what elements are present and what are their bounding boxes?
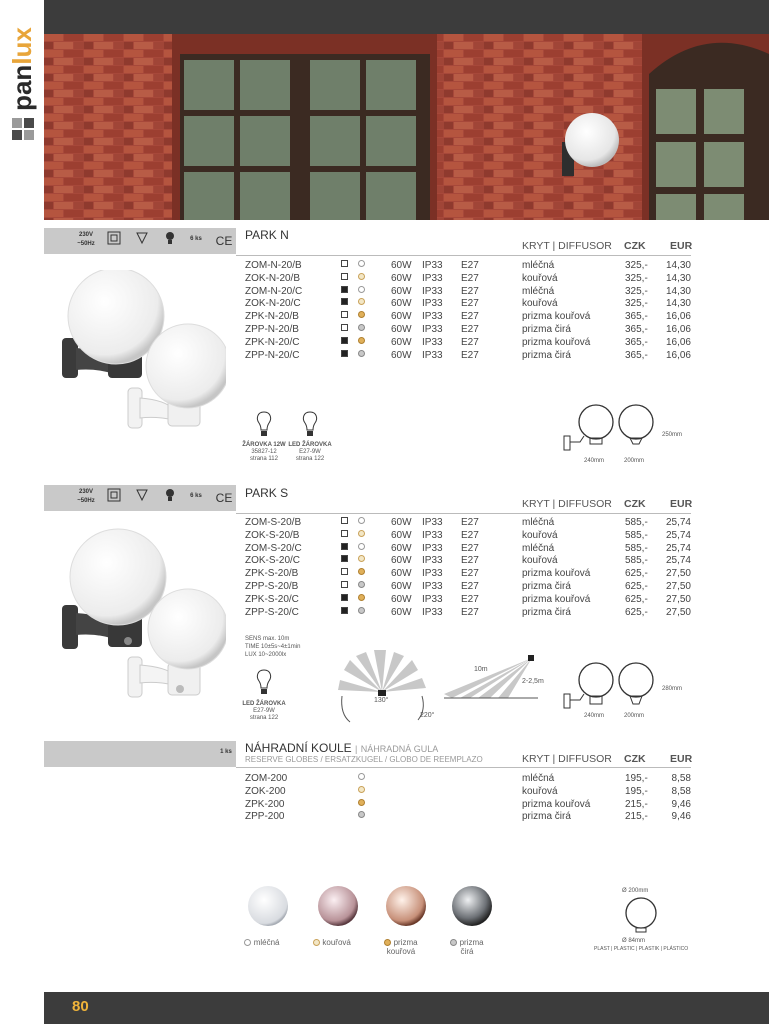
price-czk: 365,-	[625, 324, 648, 335]
ip-rating: IP33	[422, 529, 443, 541]
park-s-row	[245, 594, 705, 606]
voltage-icon: 230V ~50Hz	[77, 489, 95, 504]
price-czk: 365,-	[625, 349, 648, 361]
product-code: ZPP-N-20/C	[245, 349, 300, 361]
product-code: ZPP-N-20/B	[245, 324, 299, 335]
wattage: 60W	[391, 336, 412, 348]
price-eur: 16,06	[665, 324, 691, 335]
price-czk: 585,-	[625, 555, 648, 567]
product-code: ZPP-200	[245, 811, 285, 823]
logo-squares-icon	[12, 118, 34, 140]
price-eur: 8,58	[671, 785, 691, 797]
hero-photo	[44, 34, 769, 220]
price-eur: 25,74	[665, 529, 691, 541]
product-code: ZOM-S-20/B	[245, 517, 302, 528]
park-s-title: PARK S	[245, 486, 289, 500]
bulb1-sub1: 35827-12	[251, 449, 277, 455]
socket: E27	[461, 542, 479, 554]
price-eur: 16,06	[665, 336, 691, 348]
park-s-header-czk: CZK	[624, 498, 646, 510]
class-ii-icon	[106, 231, 122, 251]
socket: E27	[461, 568, 479, 580]
sensor-range-diagram	[442, 654, 542, 700]
price-czk: 195,-	[625, 785, 648, 797]
diffuser-name: kouřová	[522, 272, 558, 284]
wattage: 60W	[391, 272, 412, 284]
bulb2-sub1: E27-9W	[299, 449, 321, 455]
price-eur: 25,74	[665, 555, 691, 567]
wattage: 60W	[391, 555, 412, 567]
diffuser-name: prizma kouřová	[522, 336, 591, 348]
spare-header-kryt: KRYT | DIFFUSOR	[522, 753, 612, 765]
park-s-divider	[236, 513, 691, 514]
park-s-row	[245, 543, 705, 555]
ip-rating: IP33	[422, 260, 443, 271]
park-n-row	[245, 350, 705, 362]
diffuser-name: prizma čirá	[522, 606, 571, 618]
top-bar	[44, 0, 769, 34]
park-n-row	[245, 324, 705, 336]
bottom-bar	[44, 992, 769, 1024]
sensor-range-10m: 10m	[474, 666, 488, 673]
socket: E27	[461, 606, 479, 618]
product-code: ZOK-S-20/C	[245, 555, 301, 567]
park-n-header-kryt: KRYT | DIFFUSOR	[522, 240, 612, 252]
park-n-row	[245, 298, 705, 310]
socket: E27	[461, 324, 479, 335]
price-czk: 215,-	[625, 798, 648, 810]
diffuser-name: kouřová	[522, 555, 558, 567]
wattage: 60W	[391, 542, 412, 554]
bulb2-sub2: strana 122	[295, 456, 325, 462]
socket: E27	[461, 272, 479, 284]
price-czk: 585,-	[625, 542, 648, 554]
park-n-dim-d: 200mm	[624, 458, 645, 464]
park-s-icon-strip	[44, 485, 236, 511]
park-s-lamp-image	[56, 525, 226, 705]
price-eur: 25,74	[665, 517, 691, 528]
wattage: 60W	[391, 593, 412, 605]
bulb-icon	[254, 410, 274, 440]
socket: E27	[461, 336, 479, 348]
ip-rating: IP33	[422, 542, 443, 554]
diffuser-name: kouřová	[522, 298, 558, 310]
park-s-row	[245, 581, 705, 593]
class-ii-icon	[106, 488, 122, 508]
voltage-icon: 230V ~50Hz	[77, 232, 95, 247]
spare-row	[245, 786, 705, 798]
park-n-dim-w: 240mm	[584, 458, 605, 464]
price-czk: 195,-	[625, 773, 648, 784]
led-bulb-icon	[300, 410, 320, 440]
price-czk: 625,-	[625, 606, 648, 618]
park-n-row	[245, 286, 705, 298]
diffuser-name: prizma čirá	[522, 811, 571, 823]
park-n-divider	[236, 255, 691, 256]
product-code: ZPK-S-20/C	[245, 593, 299, 605]
price-eur: 27,50	[665, 581, 691, 592]
socket: E27	[461, 349, 479, 361]
product-code: ZPK-S-20/B	[245, 568, 299, 580]
wattage: 60W	[391, 285, 412, 297]
price-eur: 16,06	[665, 349, 691, 361]
park-s-dim-w: 240mm	[584, 713, 605, 719]
diffuser-name: prizma kouřová	[522, 593, 591, 605]
wattage: 60W	[391, 529, 412, 541]
wattage: 60W	[391, 298, 412, 310]
socket: E27	[461, 298, 479, 310]
park-n-header-czk: CZK	[624, 240, 646, 252]
price-eur: 16,06	[665, 311, 691, 323]
diffuser-name: prizma kouřová	[522, 568, 591, 580]
socket: E27	[461, 285, 479, 297]
product-code: ZOK-200	[245, 785, 286, 797]
ce-mark-icon: CE	[215, 234, 233, 248]
price-czk: 325,-	[625, 272, 648, 284]
logo-text: panlux	[7, 27, 37, 111]
led-bulb-sub2: strana 122	[249, 715, 279, 721]
price-czk: 365,-	[625, 336, 648, 348]
product-code: ZOM-N-20/C	[245, 285, 303, 297]
park-n-row	[245, 337, 705, 349]
product-code: ZPK-N-20/C	[245, 336, 300, 348]
wattage: 60W	[391, 311, 412, 323]
price-eur: 14,30	[665, 260, 691, 271]
spare-row	[245, 799, 705, 811]
diffuser-name: prizma kouřová	[522, 798, 591, 810]
wattage: 60W	[391, 517, 412, 528]
diffuser-name: kouřová	[522, 785, 558, 797]
socket: E27	[461, 555, 479, 567]
diffuser-name: prizma čirá	[522, 324, 571, 335]
park-s-row	[245, 530, 705, 542]
sensor-range: SENS max. 10m	[245, 636, 290, 642]
price-eur: 14,30	[665, 272, 691, 284]
price-czk: 585,-	[625, 529, 648, 541]
price-eur: 9,46	[671, 811, 691, 823]
diffuser-name: mléčná	[522, 517, 555, 528]
product-code: ZOM-200	[245, 773, 288, 784]
ip-rating: IP33	[422, 349, 443, 361]
price-czk: 325,-	[625, 260, 648, 271]
spare-subtitle: RESERVE GLOBES / ERSATZKUGEL / GLOBO DE REEMPLAZO	[245, 755, 483, 764]
socket: E27	[461, 517, 479, 528]
pack-quantity: 1 ks	[220, 749, 232, 755]
product-code: ZOK-S-20/B	[245, 529, 300, 541]
ce-mark-icon: CE	[215, 491, 233, 505]
price-czk: 625,-	[625, 581, 648, 592]
ip-rating: IP33	[422, 311, 443, 323]
socket: E27	[461, 581, 479, 592]
park-n-dim-h: 250mm	[662, 432, 683, 438]
park-s-row	[245, 607, 705, 619]
wattage: 60W	[391, 581, 412, 592]
park-s-dim-d: 200mm	[624, 713, 645, 719]
wattage: 60W	[391, 568, 412, 580]
wattage: 60W	[391, 260, 412, 271]
price-eur: 25,74	[665, 542, 691, 554]
park-s-dim-h: 280mm	[662, 686, 683, 692]
product-code: ZOK-N-20/B	[245, 272, 301, 284]
sensor-height: 2-2,5m	[522, 678, 544, 685]
ip-rating: IP33	[422, 568, 443, 580]
globe-material: PLAST | PLASTIC | PLASTIK | PLÁSTICO	[594, 946, 689, 952]
price-czk: 625,-	[625, 593, 648, 605]
wattage: 60W	[391, 606, 412, 618]
ip-rating: IP33	[422, 581, 443, 592]
park-n-lamp-image	[56, 270, 226, 440]
price-czk: 215,-	[625, 811, 648, 823]
price-eur: 27,50	[665, 606, 691, 618]
product-code: ZPK-200	[245, 798, 285, 810]
led-bulb-label: LED ŽÁROVKA	[242, 701, 286, 707]
park-s-header-kryt: KRYT | DIFFUSOR	[522, 498, 612, 510]
ip-rating: IP33	[422, 272, 443, 284]
sensor-time: TIME 10±5s~4±1min	[245, 644, 301, 650]
price-czk: 325,-	[625, 298, 648, 310]
globe-legend-prism-smoky: prizma kouřová	[376, 938, 426, 956]
price-eur: 8,58	[671, 773, 691, 784]
ip-rating: IP33	[422, 606, 443, 618]
globe-legend-milky: mléčná	[236, 938, 288, 947]
socket: E27	[461, 593, 479, 605]
spare-header-czk: CZK	[624, 753, 646, 765]
spare-title: NÁHRADNÍ KOULE | NÁHRADNÁ GULA	[245, 741, 439, 755]
spare-row	[245, 773, 705, 785]
globe-dim-bottom: Ø 84mm	[622, 938, 646, 944]
globe-legend-smoky: kouřová	[306, 938, 358, 947]
pack-quantity: 6 ks	[190, 493, 202, 499]
park-n-title: PARK N	[245, 228, 289, 242]
diffuser-name: prizma čirá	[522, 349, 571, 361]
park-n-row	[245, 260, 705, 272]
f-mark-icon	[134, 488, 150, 508]
diffuser-name: mléčná	[522, 260, 555, 271]
socket: E27	[461, 260, 479, 271]
globe-dimension-drawing	[622, 896, 662, 936]
ip-rating: IP33	[422, 285, 443, 297]
park-n-icon-strip	[44, 228, 236, 254]
price-eur: 27,50	[665, 593, 691, 605]
f-mark-icon	[134, 231, 150, 251]
product-code: ZPP-S-20/B	[245, 581, 299, 592]
price-eur: 14,30	[665, 285, 691, 297]
wattage: 60W	[391, 349, 412, 361]
globe-dim-top: Ø 200mm	[622, 888, 649, 894]
diffuser-name: mléčná	[522, 773, 555, 784]
socket: E27	[461, 311, 479, 323]
ip-rating: IP33	[422, 336, 443, 348]
park-n-header-eur: EUR	[670, 240, 693, 252]
diffuser-name: mléčná	[522, 285, 555, 297]
diffuser-name: prizma čirá	[522, 581, 571, 592]
ip-rating: IP33	[422, 324, 443, 335]
product-code: ZOM-S-20/C	[245, 542, 302, 554]
ip-rating: IP33	[422, 298, 443, 310]
globe-legend-prism-clear: prizma čirá	[442, 938, 492, 956]
park-s-row	[245, 568, 705, 580]
price-eur: 9,46	[671, 798, 691, 810]
spare-globes-images	[246, 884, 546, 934]
socket: E27	[461, 529, 479, 541]
spare-divider	[236, 767, 691, 768]
price-czk: 625,-	[625, 568, 648, 580]
park-s-row	[245, 555, 705, 567]
spare-header-eur: EUR	[670, 753, 693, 765]
price-eur: 27,50	[665, 568, 691, 580]
product-code: ZOM-N-20/B	[245, 260, 302, 271]
product-code: ZPK-N-20/B	[245, 311, 299, 323]
ip-rating: IP33	[422, 593, 443, 605]
park-n-row	[245, 311, 705, 323]
price-czk: 325,-	[625, 285, 648, 297]
diffuser-name: kouřová	[522, 529, 558, 541]
park-s-row	[245, 517, 705, 529]
diffuser-name: prizma kouřová	[522, 311, 591, 323]
park-n-dimension-drawing	[562, 402, 662, 462]
diffuser-name: mléčná	[522, 542, 555, 554]
bulb2-label: LED ŽÁROVKA	[288, 442, 332, 448]
product-code: ZPP-S-20/C	[245, 606, 299, 618]
ip-rating: IP33	[422, 555, 443, 567]
sensor-lux: LUX 10~2000lx	[245, 652, 287, 658]
sensor-angle-220: 220°	[420, 712, 435, 719]
product-code: ZOK-N-20/C	[245, 298, 301, 310]
brand-logo	[4, 6, 40, 136]
led-bulb-icon	[254, 668, 274, 698]
pack-quantity: 6 ks	[190, 236, 202, 242]
park-s-header-eur: EUR	[670, 498, 693, 510]
bulb1-label: ŽÁROVKA 12W	[242, 442, 286, 448]
price-czk: 365,-	[625, 311, 648, 323]
spare-icon-strip	[44, 741, 236, 767]
spare-row	[245, 811, 705, 823]
park-s-dimension-drawing	[562, 660, 662, 720]
price-czk: 585,-	[625, 517, 648, 528]
bulb1-sub2: strana 112	[250, 456, 278, 462]
ip-rating: IP33	[422, 517, 443, 528]
park-n-row	[245, 273, 705, 285]
price-eur: 14,30	[665, 298, 691, 310]
page-number: 80	[72, 998, 89, 1015]
led-bulb-sub1: E27-9W	[253, 708, 275, 714]
sidebar	[0, 0, 44, 1024]
sensor-angle-130: 130°	[374, 697, 389, 704]
wattage: 60W	[391, 324, 412, 335]
bulb-type-icon	[162, 231, 178, 251]
bulb-type-icon	[162, 488, 178, 508]
